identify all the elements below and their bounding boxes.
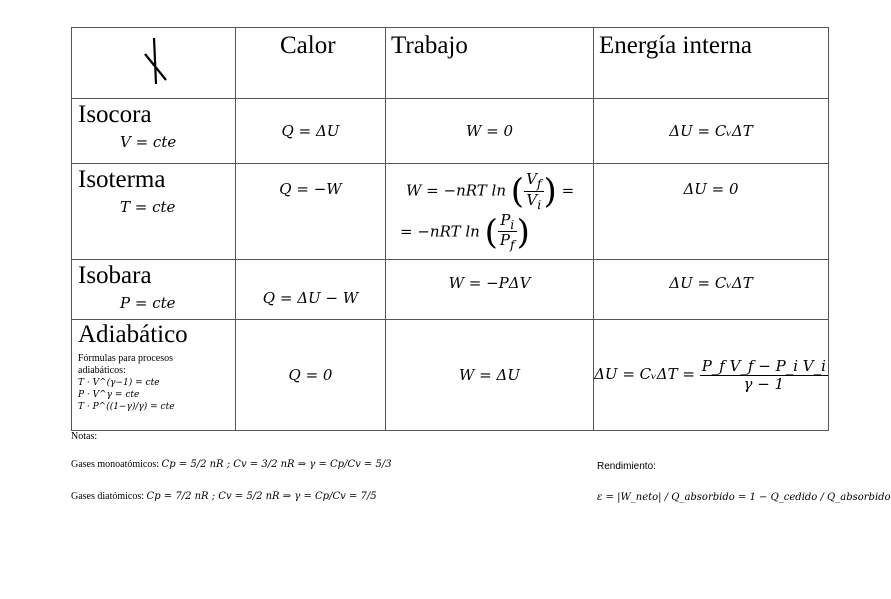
process-name: Adiabático bbox=[78, 321, 188, 348]
energia-left: ΔU = CᵥΔT = bbox=[594, 365, 695, 383]
trabajo-text: W = −PΔV bbox=[448, 274, 531, 292]
notes-title: Notas: bbox=[71, 431, 98, 442]
di-formula: Cp = 7/2 nR ; Cv = 5/2 nR ⇒ γ = Cp/Cv = 7/5 bbox=[146, 491, 377, 502]
header-energia-text: Energía interna bbox=[599, 32, 752, 59]
energia-text: ΔU = CᵥΔT bbox=[669, 274, 753, 292]
den-v: V bbox=[526, 190, 538, 209]
mono-label: Gases monoatómicos: bbox=[71, 459, 160, 470]
formulas-title: Fórmulas para procesos adiabáticos: bbox=[78, 353, 173, 376]
rendimiento-label: Rendimiento: bbox=[597, 461, 656, 472]
num-sub: f bbox=[536, 176, 542, 191]
row-isoterma bbox=[72, 164, 829, 260]
fraction-pi-pf bbox=[498, 212, 517, 253]
process-name: Isocora bbox=[78, 101, 152, 128]
energia-denominator: γ − 1 bbox=[743, 374, 785, 393]
formula-1: T · V^(γ−1) = cte bbox=[78, 378, 160, 388]
process-cell bbox=[72, 320, 236, 431]
row-adiabatico bbox=[72, 320, 829, 431]
trabajo-line-1: W = −nRT ln ( $\frac{V_f}{V_i}$ ) = bbox=[406, 170, 575, 212]
adiabatic-formulas bbox=[78, 353, 203, 413]
trabajo-cell: W = ΔU bbox=[386, 320, 594, 431]
num-p: P bbox=[500, 210, 511, 229]
calor-cell: Q = ΔU bbox=[236, 99, 386, 164]
den-sub: i bbox=[537, 196, 542, 212]
trabajo-cell bbox=[386, 260, 594, 320]
formula-2: P · V^γ = cte bbox=[78, 390, 140, 400]
crossed-symbol-icon bbox=[140, 36, 170, 86]
num-sub: i bbox=[510, 216, 515, 232]
process-condition: V = cte bbox=[120, 133, 177, 151]
header-calor bbox=[236, 28, 386, 99]
trabajo-cell: W = 0 bbox=[386, 99, 594, 164]
header-trabajo bbox=[386, 28, 594, 99]
di-label: Gases diatómicos: bbox=[71, 491, 145, 502]
mono-formula: Cp = 5/2 nR ; Cv = 3/2 nR ⇒ γ = Cp/Cv = 5/3 bbox=[161, 459, 392, 470]
calor-cell bbox=[236, 260, 386, 320]
energia-fraction bbox=[700, 358, 828, 392]
num-v: V bbox=[526, 170, 537, 188]
header-trabajo-text: Trabajo bbox=[391, 32, 468, 59]
process-condition: T = cte bbox=[120, 198, 176, 216]
header-energia bbox=[594, 28, 829, 99]
paren-close: ) bbox=[516, 211, 530, 252]
den-sub: f bbox=[509, 237, 515, 253]
paren-open: ( bbox=[484, 211, 498, 252]
corner-cell bbox=[72, 28, 236, 99]
row-isocora bbox=[72, 99, 829, 164]
energia-cell bbox=[594, 260, 829, 320]
energia-text: ΔU = 0 bbox=[683, 180, 739, 198]
notes-di bbox=[71, 491, 377, 502]
trabajo-line-2 bbox=[400, 212, 593, 253]
energia-numerator: P_f V_f − P_i V_i bbox=[701, 357, 826, 375]
energia-cell: ΔU = CᵥΔT bbox=[594, 99, 829, 164]
process-cell bbox=[72, 164, 236, 260]
calor-cell bbox=[236, 164, 386, 260]
energia-cell bbox=[594, 320, 829, 431]
notes-mono bbox=[71, 459, 392, 470]
header-row bbox=[72, 28, 829, 99]
process-condition: P = cte bbox=[120, 294, 176, 312]
calor-cell: Q = 0 bbox=[236, 320, 386, 431]
calor-text: Q = −W bbox=[279, 180, 342, 198]
fraction-vf-vi bbox=[524, 171, 543, 212]
thermo-processes-table bbox=[71, 27, 829, 431]
process-cell bbox=[72, 260, 236, 320]
calor-text: Q = ΔU − W bbox=[262, 289, 359, 307]
den-p: P bbox=[499, 231, 510, 250]
energia-cell bbox=[594, 164, 829, 260]
paren-open: ( bbox=[510, 171, 525, 212]
trabajo-part-b: = −nRT ln bbox=[400, 221, 480, 240]
trabajo-part-a: W = −nRT ln bbox=[406, 181, 507, 200]
process-cell bbox=[72, 99, 236, 164]
header-calor-text: Calor bbox=[280, 32, 336, 59]
rendimiento-formula: ε = |W_neto| / Q_absorbido = 1 − Q_cedido / Q_absorbido bbox=[597, 492, 891, 503]
paren-close: ) bbox=[543, 171, 557, 212]
process-name: Isoterma bbox=[78, 166, 166, 193]
process-name: Isobara bbox=[78, 262, 152, 289]
formula-3: T · P^((1−γ)/γ) = cte bbox=[78, 402, 175, 412]
row-isobara bbox=[72, 260, 829, 320]
trabajo-cell bbox=[386, 164, 594, 260]
